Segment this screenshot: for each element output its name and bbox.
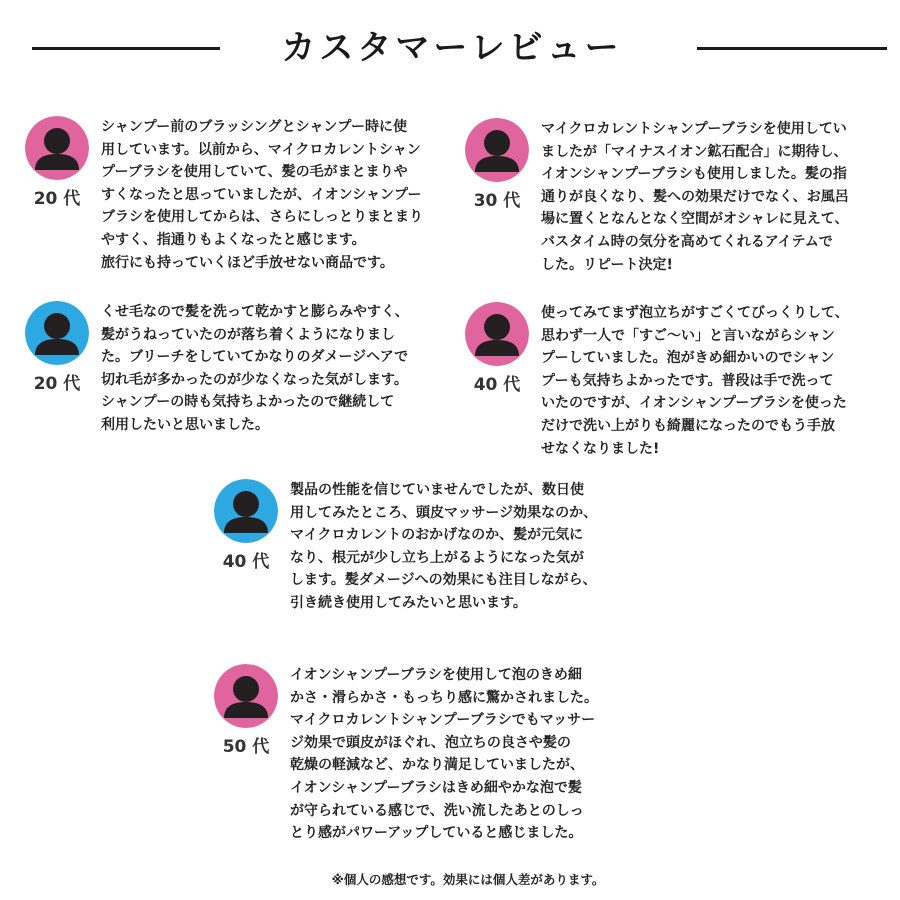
avatar (25, 301, 89, 365)
title-rule-right (697, 47, 887, 50)
review-line: 用しています。以前から、マイクロカレントシャン (101, 141, 421, 158)
review-line: シャンプー前のブラッシングとシャンプー時に使 (101, 119, 407, 135)
review-line: 使ってみてまず泡立ちがすごくてびっくりして、 (541, 305, 849, 321)
review-text (101, 116, 423, 274)
review-line: やすく、指通りもよくなったと感じます。 (101, 231, 366, 248)
review-line: せなくなりました! (541, 440, 660, 457)
title-rule-left (32, 47, 220, 50)
review-line: マイクロカレントシャンプーブラシを使用してい (541, 121, 847, 137)
review-line: します。髪ダメージへの効果にも注目しながら、 (290, 572, 597, 589)
reviewer-age: 20 代 (33, 189, 81, 209)
review-line: 通りが良くなり、髪への効果だけでなく、お風呂 (541, 188, 849, 205)
review-line: バスタイム時の気分を高めてくれるアイテムで (541, 233, 833, 250)
person-silhouette-icon (25, 301, 89, 365)
review-line: マイクロカレントのおかげなのか、髪が元気に (290, 527, 584, 544)
person-silhouette-icon (465, 302, 529, 366)
review-line: イオンシャンプーブラシも使用しました。髪の指 (541, 166, 847, 183)
review-line: た。ブリーチをしていてかなりのダメージヘアで (101, 349, 409, 366)
avatar (465, 118, 529, 182)
review-line: シャンプーの時も気持ちよかったので継続して (101, 394, 395, 411)
review-line: ジ効果で頭皮がほぐれ、泡立ちの良さや髪の (290, 734, 571, 751)
review-line: 乾燥の軽減など、かなり満足していましたが、 (290, 757, 584, 774)
review-text (290, 479, 597, 615)
reviewer-age: 40 代 (473, 375, 521, 395)
review-text (101, 301, 409, 437)
review-line: プーも気持ちよかったです。普段は手で洗って (541, 372, 834, 389)
avatar (214, 664, 278, 728)
avatar (25, 116, 89, 180)
review-line: 利用したいと思いました。 (101, 416, 269, 433)
review-line: プーしていました。泡がきめ細かいのでシャン (541, 350, 835, 367)
review-line: 旅行にも持っていくほど手放せない商品です。 (101, 254, 394, 271)
review-line: 場に置くとなんとなく空間がオシャレに見えて、 (541, 211, 849, 228)
review-line: いたのですが、イオンシャンプーブラシを使った (541, 395, 847, 412)
review-line: かさ・滑らかさ・もっちり感に驚かされました。 (290, 689, 598, 706)
disclaimer-note: ※個人の感想です。効果には個人差があります。 (331, 872, 605, 887)
page-title: カスタマーレビュー (281, 28, 623, 68)
avatar (214, 479, 278, 543)
person-silhouette-icon (214, 664, 278, 728)
review-line: イオンシャンプーブラシを使用して泡のきめ細 (290, 667, 582, 683)
reviewer-age: 50 代 (222, 737, 270, 757)
review-line: 思わず一人で「すご～い」と言いながらシャン (541, 327, 835, 344)
review-line: が守られている感じで、洗い流したあとのしっ (290, 802, 584, 819)
section-header (0, 26, 900, 70)
review-line: 引き続き使用してみたいと思います。 (290, 594, 527, 611)
review-line: 用してみたところ、頭皮マッサージ効果なのか、 (290, 504, 598, 521)
review-line: した。リピート決定! (541, 256, 673, 273)
review-line: くせ毛なので髪を洗って乾かすと膨らみやすく、 (101, 304, 409, 320)
reviewer-age: 40 代 (222, 552, 270, 572)
review-line: だけで洗い上がりも綺麗になったのでもう手放 (541, 417, 835, 434)
review-line: マイクロカレントシャンプーブラシでもマッサー (290, 712, 596, 729)
review-line: 製品の性能を信じていませんでしたが、数日使 (290, 482, 584, 498)
review-line: イオンシャンプーブラシはきめ細やかな泡で髪 (290, 779, 582, 796)
person-silhouette-icon (214, 479, 278, 543)
review-line: プーブラシを使用していて、髪の毛がまとまりや (101, 164, 408, 181)
review-line: なり、根元が少し立ち上がるようになった気が (290, 549, 584, 566)
review-line: ましたが「マイナスイオン鉱石配合」に期待し、 (541, 143, 848, 160)
person-silhouette-icon (25, 116, 89, 180)
person-silhouette-icon (465, 118, 529, 182)
review-line: 髪がうねっていたのが落ち着くようになりまし (101, 326, 395, 343)
review-text (541, 118, 849, 276)
review-text (541, 302, 849, 460)
review-line: すくなったと思っていましたが、イオンシャンプー (101, 186, 422, 203)
reviewer-age: 20 代 (33, 374, 81, 394)
review-text (290, 664, 598, 845)
review-line: ブラシを使用してからは、さらにしっとりまとまり (101, 209, 423, 226)
reviewer-age: 30 代 (473, 191, 521, 211)
avatar (465, 302, 529, 366)
review-line: とり感がパワーアップしていると感じました。 (290, 825, 583, 842)
review-line: 切れ毛が多かったのが少なくなった気がします。 (101, 371, 408, 388)
